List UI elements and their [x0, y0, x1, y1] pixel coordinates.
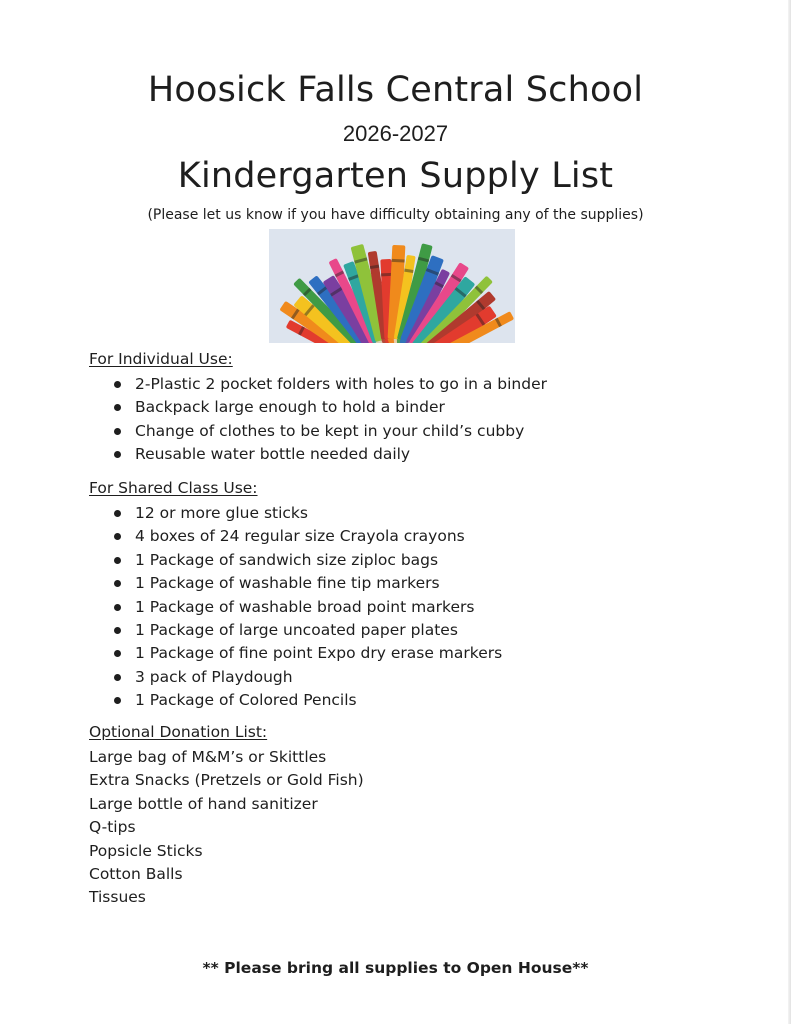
list-item: 1 Package of fine point Expo dry erase markers	[89, 642, 769, 665]
footer-note: ** Please bring all supplies to Open House**	[202, 959, 589, 977]
list-item: Popsicle Sticks	[89, 841, 203, 860]
individual-use-heading: For Individual Use:	[89, 350, 233, 368]
list-item: 1 Package of sandwich size ziploc bags	[89, 549, 769, 572]
list-item: Cotton Balls	[89, 864, 183, 883]
list-item: Large bottle of hand sanitizer	[89, 794, 318, 813]
optional-donation-list	[89, 746, 769, 910]
page-title: Kindergarten Supply List	[177, 156, 614, 196]
list-item: 2-Plastic 2 pocket folders with holes to go in a binder	[89, 373, 769, 396]
individual-use-list	[89, 373, 769, 467]
school-name: Hoosick Falls Central School	[147, 70, 644, 110]
list-item: Q-tips	[89, 818, 136, 837]
individual-use-section	[89, 349, 769, 467]
list-item: Reusable water bottle needed daily	[89, 443, 769, 466]
list-item: 1 Package of large uncoated paper plates	[89, 619, 769, 642]
list-item: 1 Package of Colored Pencils	[89, 689, 769, 712]
crayon-band	[381, 273, 392, 277]
shared-use-section	[89, 478, 769, 713]
list-item: Large bag of M&M’s or Skittles	[89, 748, 327, 766]
list-item: 1 Package of washable fine tip markers	[89, 572, 769, 595]
list-item: Extra Snacks (Pretzels or Gold Fish)	[89, 771, 364, 790]
list-item: 4 boxes of 24 regular size Crayola crayons	[89, 525, 769, 548]
list-item: 3 pack of Playdough	[89, 666, 769, 689]
list-item: Tissues	[89, 888, 146, 907]
list-item: Change of clothes to be kept in your child’s cubby	[89, 420, 769, 443]
shared-use-list	[89, 502, 769, 713]
list-item: 1 Package of washable broad point markers	[89, 596, 769, 619]
list-item: Backpack large enough to hold a binder	[89, 396, 769, 419]
crayons-and-pencils-photo	[269, 229, 515, 343]
optional-donation-heading: Optional Donation List:	[89, 723, 268, 741]
shared-use-heading: For Shared Class Use:	[89, 479, 258, 497]
optional-donation-section	[89, 722, 769, 910]
list-item: 12 or more glue sticks	[89, 502, 769, 525]
school-year: 2026-2027	[342, 121, 449, 146]
crayons-illustration	[269, 229, 515, 343]
help-note: (Please let us know if you have difficulty obtaining any of the supplies)	[147, 207, 644, 223]
